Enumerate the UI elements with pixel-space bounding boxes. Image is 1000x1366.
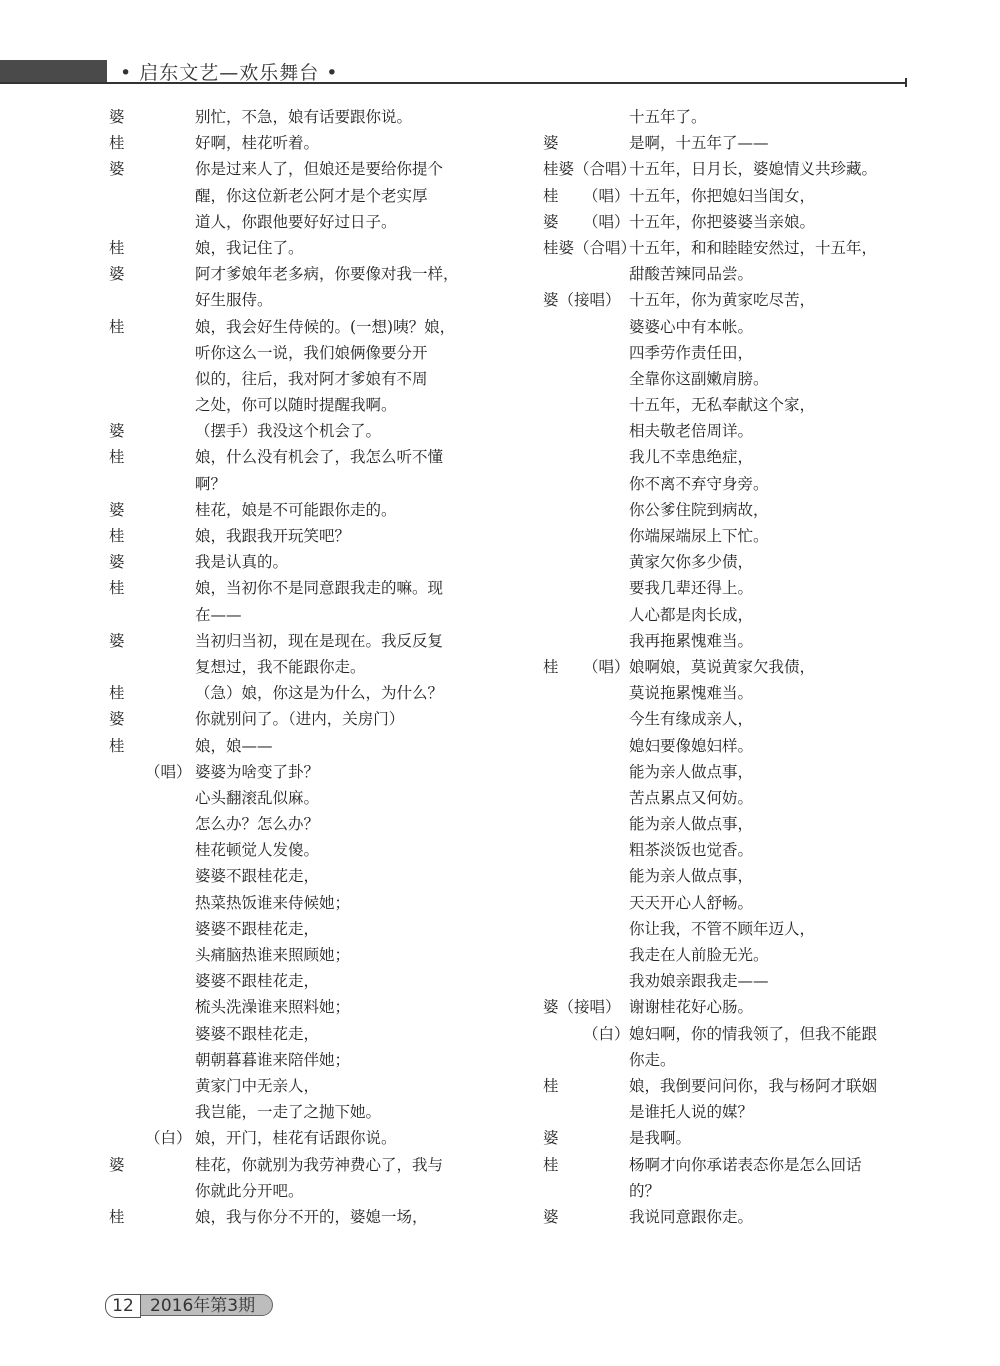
script-line: [543, 1125, 923, 1151]
script-line: [543, 733, 923, 759]
speaker-label: 桂: [109, 736, 125, 755]
stage-mark: （唱）: [583, 212, 630, 231]
script-line: [543, 130, 923, 156]
line-text: 啊？: [195, 474, 227, 493]
script-line: [543, 1047, 923, 1073]
line-text: 怎么办？怎么办？: [195, 815, 320, 834]
line-text: 杨啊才向你承诺表态你是怎么回话: [629, 1155, 862, 1174]
script-line: [543, 471, 923, 497]
script-line: [109, 549, 504, 575]
script-line: [543, 916, 923, 942]
script-line: [543, 1099, 923, 1125]
line-text: 你就此分开吧。: [195, 1181, 304, 1200]
line-text: 桂花，娘是不可能跟你走的。: [195, 500, 397, 519]
line-text: 莫说拖累愧难当。: [629, 684, 754, 703]
stage-mark: （唱）: [583, 657, 630, 676]
line-text: 娘啊娘，莫说黄家欠我债，: [629, 657, 816, 676]
script-line: [109, 156, 504, 182]
line-text: 婆婆不跟桂花走，: [195, 919, 320, 938]
speaker-label: 桂: [543, 1155, 559, 1174]
script-line: [109, 942, 504, 968]
script-line: [109, 628, 504, 654]
line-text: 十五年，日月长，婆媳情义共珍藏。: [629, 160, 878, 179]
speaker-label: 桂: [109, 579, 125, 598]
line-text: 媳妇要像媳妇样。: [629, 736, 754, 755]
line-text: 复想过，我不能跟你走。: [195, 657, 366, 676]
script-line: [543, 575, 923, 601]
line-text: 要我几辈还得上。: [629, 579, 754, 598]
script-line: [109, 444, 504, 470]
script-line: [543, 628, 923, 654]
line-text: 四季劳作责任田，: [629, 343, 754, 362]
speaker-label: 婆: [543, 134, 559, 153]
script-line: [543, 523, 923, 549]
script-line: [109, 811, 504, 837]
script-line: [543, 314, 923, 340]
script-line: [109, 104, 504, 130]
line-text: 十五年，你为黄家吃尽苦，: [629, 291, 816, 310]
script-line: [543, 942, 923, 968]
speaker-label: 婆: [109, 422, 125, 441]
line-text: 人心都是肉长成，: [629, 605, 754, 624]
line-text: 能为亲人做点事，: [629, 815, 754, 834]
speaker-label: 婆（接唱）: [543, 291, 621, 310]
script-line: [543, 994, 923, 1020]
script-line: [543, 1021, 923, 1047]
line-text: 是谁托人说的媒？: [629, 1103, 754, 1122]
speaker-label: 婆: [109, 710, 125, 729]
script-line: [109, 314, 504, 340]
line-text: 桂花顿觉人发傻。: [195, 841, 320, 860]
line-text: 黄家欠你多少债，: [629, 553, 754, 572]
speaker-label: 桂: [543, 657, 559, 676]
right-column: [543, 104, 923, 1230]
script-line: [543, 602, 923, 628]
line-text: 你是过来人了，但娘还是要给你提个: [195, 160, 444, 179]
script-line: [109, 392, 504, 418]
script-line: [109, 1204, 504, 1230]
script-line: [543, 209, 923, 235]
line-text: 梳头洗澡谁来照料她；: [195, 998, 351, 1017]
stage-mark: （白）: [145, 1129, 192, 1148]
line-text: 十五年，你把媳妇当闺女，: [629, 186, 816, 205]
script-line: [543, 156, 923, 182]
script-line: [109, 733, 504, 759]
left-column: [109, 104, 504, 1230]
line-text: 的？: [629, 1181, 661, 1200]
script-line: [543, 261, 923, 287]
script-line: [543, 418, 923, 444]
speaker-label: 桂: [109, 238, 125, 257]
line-text: 娘，当初你不是同意跟我走的嘛。现: [195, 579, 444, 598]
script-line: [109, 261, 504, 287]
script-line: [109, 706, 504, 732]
script-line: [543, 104, 923, 130]
line-text: 全靠你这副嫩肩膀。: [629, 369, 769, 388]
line-text: 在——: [195, 605, 242, 624]
line-text: 醒，你这位新老公阿才是个老实厚: [195, 186, 428, 205]
line-text: 娘，我与你分不开的，婆媳一场，: [195, 1207, 428, 1226]
script-line: [109, 759, 504, 785]
line-text: 是啊，十五年了——: [629, 134, 769, 153]
line-text: 是我啊。: [629, 1129, 692, 1148]
line-text: 十五年，和和睦睦安然过，十五年，: [629, 238, 878, 257]
speaker-label: 桂: [109, 317, 125, 336]
line-text: 婆婆心中有本帐。: [629, 317, 754, 336]
speaker-label: 桂: [543, 186, 559, 205]
script-line: [109, 680, 504, 706]
script-line: [109, 130, 504, 156]
line-text: 你端屎端尿上下忙。: [629, 527, 769, 545]
script-line: [109, 602, 504, 628]
script-line: [543, 1073, 923, 1099]
script-line: [109, 968, 504, 994]
script-line: [109, 209, 504, 235]
speaker-label: 婆: [543, 212, 559, 231]
script-line: [109, 575, 504, 601]
stage-mark: （唱）: [583, 186, 630, 205]
script-line: [543, 392, 923, 418]
line-text: 娘，娘——: [195, 736, 273, 755]
line-text: 今生有缘成亲人，: [629, 710, 754, 729]
script-line: [109, 863, 504, 889]
line-text: 听你这么一说，我们娘俩像要分开: [195, 343, 428, 362]
script-line: [543, 444, 923, 470]
script-line: [109, 340, 504, 366]
script-line: [109, 1047, 504, 1073]
script-line: [109, 916, 504, 942]
script-line: [543, 235, 923, 261]
script-line: [543, 1204, 923, 1230]
script-line: [543, 1178, 923, 1204]
line-text: （急）娘，你这是为什么，为什么？: [195, 684, 444, 703]
line-text: 当初归当初，现在是现在。我反反复: [195, 631, 444, 650]
script-line: [109, 471, 504, 497]
script-line: [109, 497, 504, 523]
line-text: 朝朝暮暮谁来陪伴她；: [195, 1050, 351, 1069]
script-line: [543, 837, 923, 863]
line-text: 我是认真的。: [195, 553, 289, 572]
line-text: 心头翻滚乱似麻。: [195, 788, 320, 807]
line-text: 好生服侍。: [195, 291, 273, 310]
page-number: 12: [105, 1294, 141, 1318]
script-line: [543, 863, 923, 889]
line-text: 之处，你可以随时提醒我啊。: [195, 396, 397, 415]
script-line: [543, 183, 923, 209]
script-line: [543, 706, 923, 732]
stage-mark: （白）: [583, 1024, 630, 1043]
script-line: [543, 654, 923, 680]
script-line: [109, 183, 504, 209]
line-text: 婆婆不跟桂花走，: [195, 1024, 320, 1043]
line-text: 能为亲人做点事，: [629, 762, 754, 781]
header-bar: [0, 60, 107, 84]
script-line: [109, 1073, 504, 1099]
script-line: [109, 1152, 504, 1178]
script-line: [543, 890, 923, 916]
line-text: 婆婆不跟桂花走，: [195, 867, 320, 886]
line-text: 桂花，你就别为我劳神费心了，我与: [195, 1155, 444, 1174]
line-text: 我劝娘亲跟我走——: [629, 972, 769, 991]
speaker-label: 桂婆（合唱）: [543, 238, 637, 257]
line-text: 娘，开门，桂花有话跟你说。: [195, 1129, 397, 1148]
line-text: 能为亲人做点事，: [629, 867, 754, 886]
script-line: [543, 287, 923, 313]
script-line: [109, 785, 504, 811]
script-line: [109, 287, 504, 313]
line-text: 娘，我会好生侍候的。(一想)咦？娘，: [195, 317, 456, 336]
line-text: 我儿不幸患绝症，: [629, 448, 754, 467]
line-text: 你走。: [629, 1050, 676, 1069]
speaker-label: 桂: [109, 1207, 125, 1226]
header-rule-end: [905, 78, 907, 87]
script-line: [543, 497, 923, 523]
script-line: [543, 366, 923, 392]
line-text: 婆婆不跟桂花走，: [195, 972, 320, 991]
line-text: 娘，我倒要问问你，我与杨阿才联姻: [629, 1076, 878, 1095]
line-text: 你让我，不管不顾年迈人，: [629, 919, 816, 938]
line-text: 别忙，不急，娘有话要跟你说。: [195, 108, 413, 126]
line-text: 黄家门中无亲人，: [195, 1076, 320, 1095]
issue-label: 2016年第3期: [135, 1294, 273, 1316]
line-text: 我岂能，一走了之抛下她。: [195, 1103, 382, 1122]
script-line: [543, 811, 923, 837]
line-text: 娘，我记住了。: [195, 238, 304, 257]
line-text: 十五年，无私奉献这个家，: [629, 396, 816, 415]
speaker-label: 桂: [109, 527, 125, 545]
line-text: 媳妇啊，你的情我领了，但我不能跟: [629, 1024, 878, 1043]
speaker-label: 婆: [109, 553, 125, 572]
line-text: 婆婆为啥变了卦？: [195, 762, 320, 781]
line-text: 娘，什么没有机会了，我怎么听不懂: [195, 448, 444, 467]
line-text: 苦点累点又何妨。: [629, 788, 754, 807]
line-text: 十五年，你把婆婆当亲娘。: [629, 212, 816, 231]
speaker-label: 婆（接唱）: [543, 998, 621, 1017]
script-line: [109, 890, 504, 916]
script-line: [543, 968, 923, 994]
speaker-label: 婆: [543, 1129, 559, 1148]
script-line: [543, 759, 923, 785]
line-text: 你不离不弃守身旁。: [629, 474, 769, 493]
speaker-label: 桂婆（合唱）: [543, 160, 637, 179]
line-text: 我说同意跟你走。: [629, 1207, 754, 1226]
line-text: 头痛脑热谁来照顾她；: [195, 946, 351, 964]
line-text: 粗茶淡饭也觉香。: [629, 841, 754, 860]
speaker-label: 婆: [109, 631, 125, 650]
line-text: 我走在人前脸无光。: [629, 946, 769, 964]
script-line: [109, 1125, 504, 1151]
line-text: 热菜热饭谁来侍候她；: [195, 893, 351, 912]
speaker-label: 婆: [109, 500, 125, 519]
line-text: 道人，你跟他要好好过日子。: [195, 212, 397, 231]
script-line: [109, 837, 504, 863]
script-line: [109, 1099, 504, 1125]
script-line: [109, 1021, 504, 1047]
column-title: • 启东文艺—欢乐舞台 •: [120, 62, 339, 84]
line-text: 相夫敬老倍周详。: [629, 422, 754, 441]
line-text: 十五年了。: [629, 108, 707, 126]
speaker-label: 婆: [109, 108, 125, 126]
line-text: 谢谢桂花好心肠。: [629, 998, 754, 1017]
speaker-label: 婆: [109, 265, 125, 284]
line-text: 甜酸苦辣同品尝。: [629, 265, 754, 284]
script-line: [109, 654, 504, 680]
line-text: 你就别问了。（进内，关房门）: [195, 710, 405, 729]
speaker-label: 婆: [543, 1207, 559, 1226]
line-text: 似的，往后，我对阿才爹娘有不周: [195, 369, 428, 388]
script-line: [543, 785, 923, 811]
speaker-label: 桂: [109, 134, 125, 153]
line-text: 你公爹住院到病故，: [629, 500, 769, 519]
speaker-label: 婆: [109, 1155, 125, 1174]
line-text: 好啊，桂花听着。: [195, 134, 320, 153]
script-line: [109, 1178, 504, 1204]
script-line: [109, 235, 504, 261]
script-line: [109, 418, 504, 444]
script-line: [109, 994, 504, 1020]
line-text: 我再拖累愧难当。: [629, 631, 754, 650]
stage-mark: （唱）: [145, 762, 192, 781]
script-line: [543, 1152, 923, 1178]
script-line: [543, 680, 923, 706]
line-text: 阿才爹娘年老多病，你要像对我一样，: [195, 265, 459, 284]
speaker-label: 婆: [109, 160, 125, 179]
line-text: 天天开心人舒畅。: [629, 893, 754, 912]
line-text: （摆手）我没这个机会了。: [195, 422, 382, 441]
speaker-label: 桂: [109, 684, 125, 703]
speaker-label: 桂: [109, 448, 125, 467]
script-line: [543, 340, 923, 366]
script-line: [109, 523, 504, 549]
line-text: 娘，我跟我开玩笑吧？: [195, 527, 351, 545]
script-line: [109, 366, 504, 392]
speaker-label: 桂: [543, 1076, 559, 1095]
script-line: [543, 549, 923, 575]
